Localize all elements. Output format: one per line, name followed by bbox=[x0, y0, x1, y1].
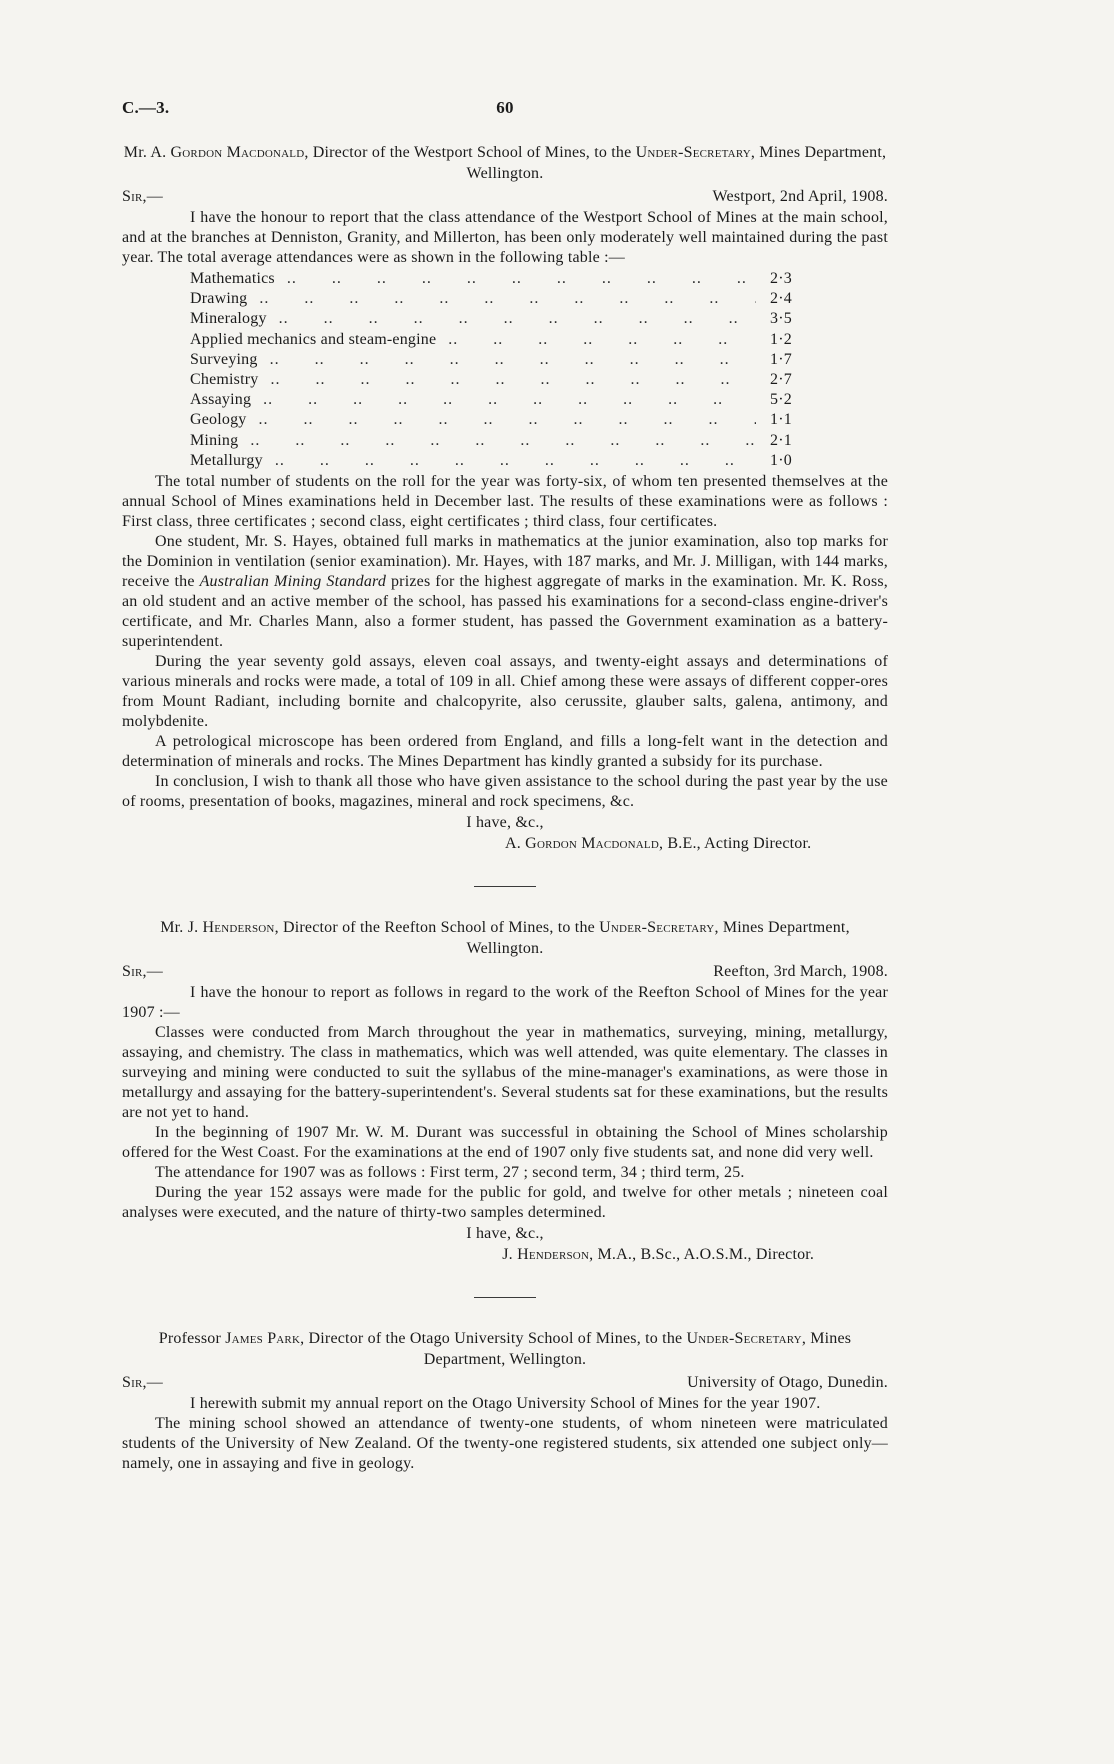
table-row bbox=[190, 309, 812, 329]
salutation: Sir,— bbox=[122, 1374, 163, 1392]
recipient-name: Under-Secretary bbox=[635, 144, 751, 161]
dateline: Reefton, 3rd March, 1908. bbox=[713, 963, 888, 981]
salutation: Sir,— bbox=[122, 188, 163, 205]
attendance-value: 1·1 bbox=[770, 411, 792, 429]
valediction: I have, &c., bbox=[466, 1225, 544, 1243]
heading-text: Professor bbox=[158, 1330, 226, 1348]
attendance-value: 2·1 bbox=[770, 431, 792, 449]
table-row bbox=[190, 431, 812, 451]
heading-text: , Director of the Reefton School of Mines, to the bbox=[274, 919, 600, 937]
heading-text: , Mines Department, Wellington. bbox=[466, 919, 850, 958]
paragraph-text: One student, Mr. S. Hayes, obtained full marks in mathematics at the junior examination, also top marks for the Dominion in ventilation (senior examination). Mr. Hayes, with 187 marks, and Mr. J. Milligan, with 144 marks, receive the bbox=[122, 533, 888, 591]
letter-heading bbox=[122, 1328, 888, 1370]
paragraph bbox=[122, 532, 888, 652]
signature bbox=[122, 834, 888, 854]
salutation-row bbox=[122, 962, 888, 982]
dot-leader bbox=[448, 330, 756, 350]
page-number: 60 bbox=[496, 98, 514, 117]
page-content bbox=[122, 98, 888, 1474]
dot-leader bbox=[287, 269, 756, 289]
subject-label: Mathematics bbox=[190, 270, 275, 287]
attendance-value: 2·7 bbox=[770, 371, 792, 389]
salutation: Sir,— bbox=[122, 963, 163, 981]
subject-label: Metallurgy bbox=[190, 451, 263, 469]
recipient-name: Under-Secretary bbox=[599, 919, 715, 937]
table-row bbox=[190, 330, 812, 350]
heading-text: , Mines Department, Wellington. bbox=[466, 144, 887, 182]
subject-label: Mineralogy bbox=[190, 310, 267, 328]
dateline: University of Otago, Dunedin. bbox=[687, 1374, 888, 1392]
signatory-name: J. Henderson bbox=[502, 1246, 590, 1264]
dot-leader bbox=[259, 289, 756, 309]
attendance-value: 1·2 bbox=[770, 330, 792, 348]
dot-leader bbox=[259, 410, 756, 430]
paragraph: I have the honour to report as follows in regard to the work of the Reefton School of Mines for the year 1907 :— bbox=[122, 984, 888, 1022]
subject-label: Applied mechanics and steam-engine bbox=[190, 330, 437, 348]
signatory-title: , M.A., B.Sc., A.O.S.M., Director. bbox=[589, 1246, 815, 1264]
signatory-title: , B.E., Acting Director. bbox=[659, 835, 812, 853]
heading-text: Mr. A. bbox=[123, 144, 171, 161]
dateline: Westport, 2nd April, 1908. bbox=[712, 188, 888, 205]
heading-text: , Director of the Otago University School of Mines, to the bbox=[300, 1330, 687, 1348]
letter-westport bbox=[122, 142, 888, 854]
paragraph: In conclusion, I wish to thank all those who have given assistance to the school during the past year by the use of rooms, presentation of books, magazines, mineral and rock specimens, &c. bbox=[122, 773, 888, 811]
table-row bbox=[190, 410, 812, 430]
author-name: Henderson bbox=[202, 919, 275, 937]
letter-heading bbox=[122, 917, 888, 959]
table-row bbox=[190, 289, 812, 309]
document-reference: C.—3. bbox=[122, 98, 170, 117]
paragraph: I have the honour to report that the class attendance of the Westport School of Mines at the main school, and at the branches at Denniston, Granity, and Millerton, has been only moderately well maintained during the past year. The total average attendances were as shown in the following table :— bbox=[122, 209, 888, 266]
attendance-value: 3·5 bbox=[770, 310, 792, 328]
table-row bbox=[190, 390, 812, 410]
subject-label: Geology bbox=[190, 411, 247, 429]
salutation-row bbox=[122, 187, 888, 207]
valediction: I have, &c., bbox=[466, 814, 544, 832]
subject-label: Surveying bbox=[190, 350, 258, 368]
section-divider bbox=[474, 1297, 536, 1298]
heading-text: Mr. J. bbox=[160, 919, 203, 937]
attendance-value: 5·2 bbox=[770, 391, 792, 409]
recipient-name: Under-Secretary bbox=[686, 1330, 802, 1348]
table-row bbox=[190, 350, 812, 370]
paragraph: A petrological microscope has been ordered from England, and fills a long-felt want in the detection and determination of minerals and rocks. The Mines Department has kindly granted a subsidy for its purchase. bbox=[122, 733, 888, 771]
letter-otago bbox=[122, 1328, 888, 1474]
heading-text: , Mines Department, Wellington. bbox=[423, 1330, 852, 1369]
paragraph: During the year seventy gold assays, eleven coal assays, and twenty-eight assays and determinations of various minerals and rocks were made, a total of 109 in all. Chief among these were assays of different copper-ores from Mount Radiant, including bornite and chalcopyrite, also cerussite, glauber salts, galena, antimony, and molybdenite. bbox=[122, 653, 888, 731]
attendance-value: 1·0 bbox=[770, 451, 792, 469]
subject-label: Mining bbox=[190, 431, 239, 449]
attendance-table bbox=[190, 269, 812, 471]
dot-leader bbox=[270, 370, 756, 390]
salutation-row bbox=[122, 1373, 888, 1393]
dot-leader bbox=[275, 451, 756, 471]
author-name: Gordon Macdonald bbox=[170, 144, 305, 161]
table-row bbox=[190, 451, 812, 471]
dot-leader bbox=[270, 350, 756, 370]
paragraph: During the year 152 assays were made for the public for gold, and twelve for other metals ; nineteen coal analyses were executed, and the nature of thirty-two samples determined. bbox=[122, 1184, 888, 1222]
publication-title: Australian Mining Standard bbox=[199, 573, 387, 591]
attendance-value: 2·4 bbox=[770, 290, 792, 308]
author-name: James Park bbox=[225, 1330, 301, 1348]
paragraph: The attendance for 1907 was as follows : First term, 27 ; second term, 34 ; third term, 25. bbox=[155, 1164, 745, 1182]
subject-label: Drawing bbox=[190, 290, 248, 308]
paragraph: The mining school showed an attendance of twenty-one students, of whom nineteen were matriculated students of the University of New Zealand. Of the twenty-one registered students, six attended one subject only—namely, one in assaying and five in geology. bbox=[122, 1415, 888, 1473]
signature bbox=[122, 1245, 888, 1265]
letter-reefton bbox=[122, 917, 888, 1265]
page-header bbox=[122, 98, 888, 118]
dot-leader bbox=[250, 431, 756, 451]
table-row bbox=[190, 269, 812, 289]
dot-leader bbox=[263, 390, 756, 410]
heading-text: , Director of the Westport School of Mines, to the bbox=[304, 144, 636, 161]
dot-leader bbox=[279, 309, 756, 329]
attendance-value: 2·3 bbox=[770, 270, 792, 287]
letter-heading bbox=[122, 142, 888, 184]
paragraph: I herewith submit my annual report on the Otago University School of Mines for the year 1907. bbox=[190, 1395, 821, 1413]
section-divider bbox=[474, 886, 536, 887]
attendance-value: 1·7 bbox=[770, 350, 792, 368]
paragraph: The total number of students on the roll for the year was forty-six, of whom ten presented themselves at the annual School of Mines examinations held in December last. The results of these examinations were as follows : First class, three certificates ; second class, eight certificates ; third class, four certificates. bbox=[122, 473, 888, 531]
table-row bbox=[190, 370, 812, 390]
subject-label: Chemistry bbox=[190, 371, 259, 389]
paragraph: In the beginning of 1907 Mr. W. M. Durant was successful in obtaining the School of Mines scholarship offered for the West Coast. For the examinations at the end of 1907 only five students sat, and none did very well. bbox=[122, 1124, 888, 1162]
signatory-name: A. Gordon Macdonald bbox=[505, 835, 659, 853]
subject-label: Assaying bbox=[190, 391, 252, 409]
paragraph: Classes were conducted from March throughout the year in mathematics, surveying, mining, metallurgy, assaying, and chemistry. The class in mathematics, which was well attended, was quite elementary. The classes in surveying and mining were conducted to suit the syllabus of the mine-manager's examinations, as were those in metallurgy and assaying for the battery-superintendent's. Several students sat for these examinations, but the results are not yet to hand. bbox=[122, 1024, 888, 1122]
paragraph-text: prizes for the highest aggregate of marks in the examination. Mr. K. Ross, an old student and an active member of the school, has passed his examinations for a second-class engine-driver's certificate, and Mr. Charles Mann, also a former student, has passed the Government examination as a battery-superintendent. bbox=[122, 573, 888, 651]
